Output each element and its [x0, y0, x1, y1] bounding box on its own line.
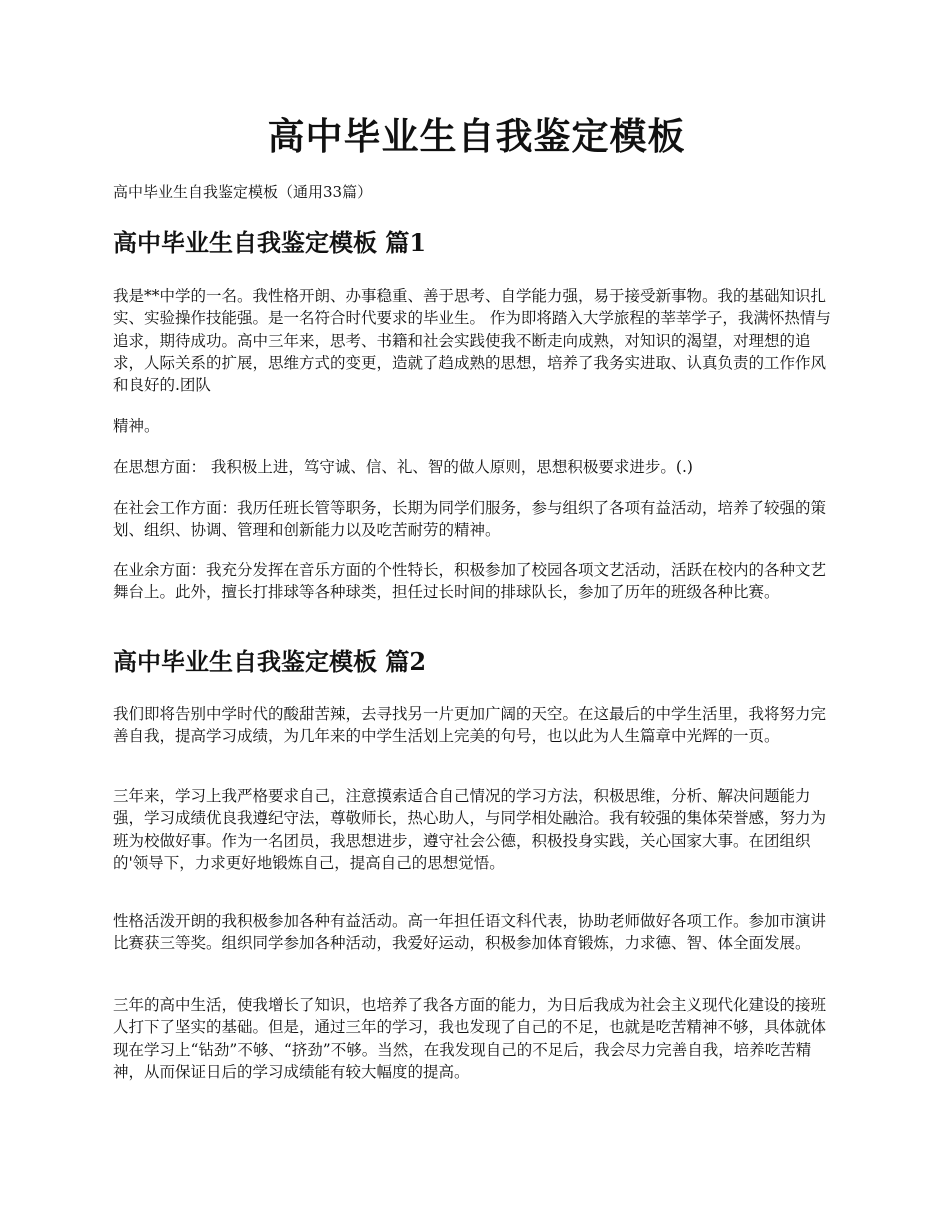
document-subtitle: 高中毕业生自我鉴定模板（通用33篇） — [113, 183, 373, 201]
section-1-paragraph: 精神。 — [113, 417, 160, 435]
section-2-paragraph: 我们即将告别中学时代的酸甜苦辣，去寻找另一片更加广阔的天空。在这最后的中学生活里，我将努力完善自我，提高学习成绩，为几年来的中学生活划上完美的句号，也以此为人生篇章中光辉的一页。 — [113, 705, 827, 746]
section-2-paragraph: 三年的高中生活，使我增长了知识，也培养了我各方面的能力，为日后我成为社会主义现代化建设的接班人打下了坚实的基础。但是，通过三年的学习，我也发现了自己的不足，也就是吃苦精神不够，具体就体现在学习上“钻劲”不够、“挤劲”不够。当然，在我发现自己的不足后，我会尽力完善自我，培养吃苦精神，从而保证日后的学习成绩能有较大幅度的提高。 — [113, 996, 827, 1081]
section-1-paragraph: 在社会工作方面：我历任班长管等职务，长期为同学们服务，参与组织了各项有益活动，培养了较强的策划、组织、协调、管理和创新能力以及吃苦耐劳的精神。 — [113, 499, 827, 540]
section-1-paragraph: 在业余方面：我充分发挥在音乐方面的个性特长，积极参加了校园各项文艺活动，活跃在校内的各种文艺舞台上。此外，擅长打排球等各种球类，担任过长时间的排球队长，参加了历年的班级各种比赛。 — [113, 561, 827, 602]
section-1-paragraph: 在思想方面： 我积极上进，笃守诚、信、礼、智的做人原则，思想积极要求进步。(.) — [113, 458, 693, 476]
section-2-paragraph: 性格活泼开朗的我积极参加各种有益活动。高一年担任语文科代表，协助老师做好各项工作。参加市演讲比赛获三等奖。组织同学参加各种活动，我爱好运动，积极参加体育锻炼，力求德、智、体全面发展。 — [113, 912, 827, 953]
section-1-heading: 高中毕业生自我鉴定模板 篇1 — [113, 228, 427, 257]
section-2-heading: 高中毕业生自我鉴定模板 篇2 — [113, 647, 427, 676]
section-1-paragraph: 我是**中学的一名。我性格开朗、办事稳重、善于思考、自学能力强，易于接受新事物。我的基础知识扎实、实验操作技能强。是一名符合时代要求的毕业生。 作为即将踏入大学旅程的莘莘学子，我满怀热情与追求，期待成功。高中三年来，思考、书籍和社会实践使我不断走向成熟，对知识的渴望，对理想的追求，人际关系的扩展，思维方式的变更，造就了趋成熟的思想，培养了我务实进取、认真负责的工作作风和良好的.团队 — [113, 287, 831, 395]
section-2-paragraph: 三年来，学习上我严格要求自己，注意摸索适合自己情况的学习方法，积极思维，分析、解决问题能力强，学习成绩优良我遵纪守法，尊敬师长，热心助人，与同学相处融洽。我有较强的集体荣誉感，努力为班为校做好事。作为一名团员，我思想进步，遵守社会公德，积极投身实践，关心国家大事。在团组织的'领导下，力求更好地锻炼自己，提高自己的思想觉悟。 — [113, 787, 827, 872]
document-title: 高中毕业生自我鉴定模板 — [267, 114, 686, 158]
